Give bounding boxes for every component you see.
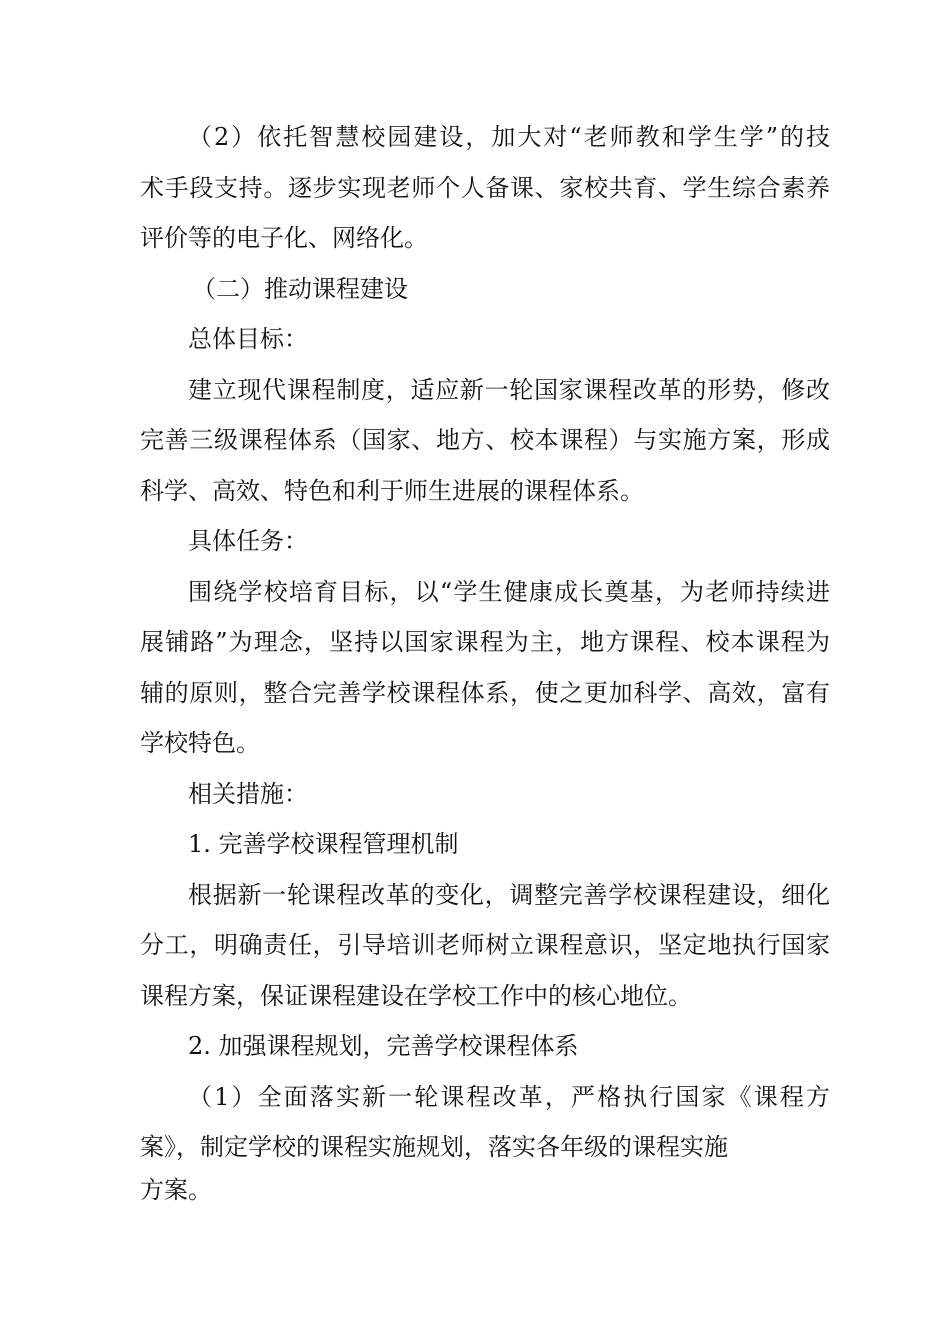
section-heading: （二）推动课程建设	[192, 274, 408, 303]
document-body	[140, 112, 830, 1207]
paragraph-line: 辅的原则，整合完善学校课程体系，使之更加科学、高效，富有	[140, 678, 830, 707]
paragraph-line: 分工，明确责任，引导培训老师树立课程意识，坚定地执行国家	[140, 931, 830, 959]
paragraph-line: 案》，制定学校的课程实施规划，落实各年级的课程实施	[140, 1133, 728, 1161]
subheading: 总体目标：	[188, 325, 308, 353]
paragraph-line: 课程方案，保证课程建设在学校工作中的核心地位。	[140, 981, 692, 1010]
paragraph-line: （2）依托智慧校园建设，加大对“老师教和学生学”的技	[188, 123, 830, 151]
paragraph-line: 根据新一轮课程改革的变化，调整完善学校课程建设，细化	[188, 880, 830, 909]
paragraph-line: （1）全面落实新一轮课程改革，严格执行国家《课程方	[188, 1082, 830, 1111]
paragraph-line: 建立现代课程制度，适应新一轮国家课程改革的形势，修改	[188, 375, 830, 404]
subheading: 具体任务：	[188, 527, 308, 555]
paragraph-line: 完善三级课程体系（国家、地方、校本课程）与实施方案，形成	[140, 426, 830, 454]
paragraph-line: 学校特色。	[140, 729, 260, 757]
paragraph-line: 科学、高效、特色和利于师生进展的课程体系。	[140, 476, 644, 505]
paragraph-line: 围绕学校培育目标，以“学生健康成长奠基，为老师持续进	[188, 577, 830, 606]
numbered-heading: 1. 完善学校课程管理机制	[188, 830, 459, 858]
paragraph-line: 评价等的电子化、网络化。	[140, 224, 428, 252]
paragraph-line: 展铺路”为理念，坚持以国家课程为主，地方课程、校本课程为	[140, 628, 830, 656]
paragraph-line: 术手段支持。逐步实现老师个人备课、家校共育、学生综合素养	[140, 173, 830, 202]
subheading: 相关措施：	[188, 779, 308, 808]
numbered-heading: 2. 加强课程规划，完善学校课程体系	[188, 1032, 579, 1060]
paragraph-line: 方案。	[140, 1175, 212, 1204]
